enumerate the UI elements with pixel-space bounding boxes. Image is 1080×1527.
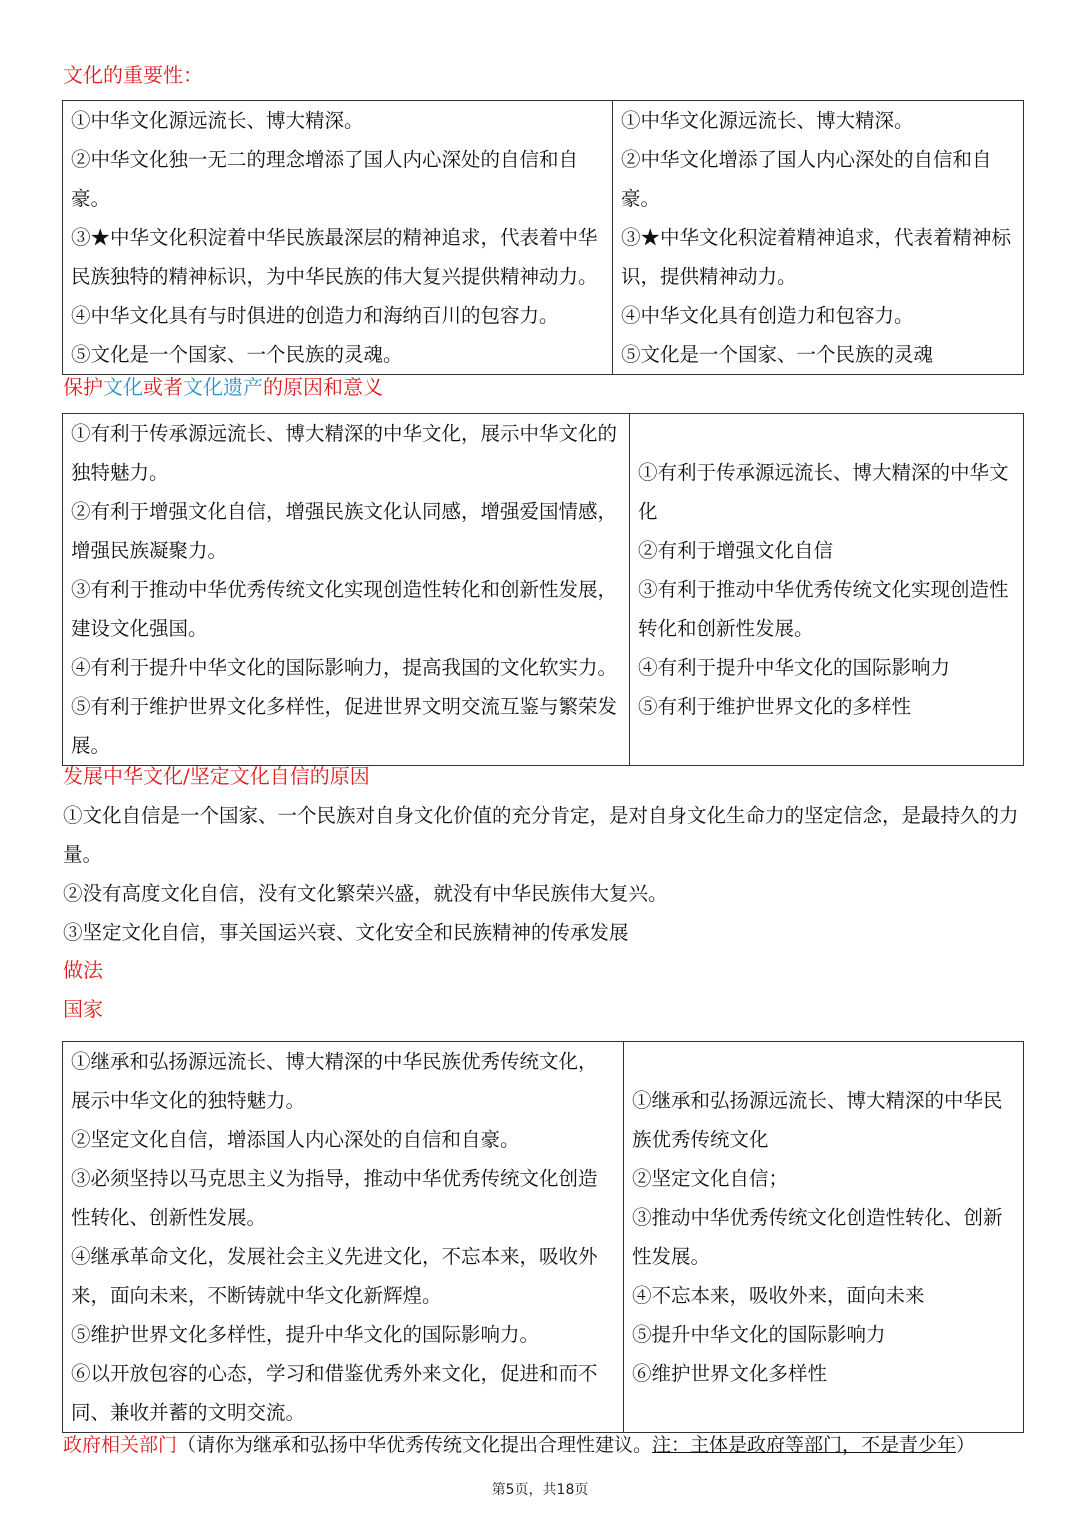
title-part: 政府相关部门 (63, 1434, 178, 1456)
list-item: ③★中华文化积淀着精神追求，代表着精神标识，提供精神动力。 (621, 226, 1012, 288)
list-item: ④中华文化具有创造力和包容力。 (621, 304, 914, 327)
list-item: ①中华文化源远流长、博大精深。 (71, 109, 364, 132)
section-title-confidence: 发展中华文化/坚定文化自信的原因 (63, 764, 370, 788)
section-title-protection (63, 368, 383, 407)
list-item: ④中华文化具有与时俱进的创造力和海纳百川的包容力。 (71, 304, 559, 327)
list-item: ④有利于提升中华文化的国际影响力，提高我国的文化软实力。 (71, 656, 618, 679)
title-part: 的原因和意义 (263, 375, 383, 399)
list-item: ⑤有利于维护世界文化多样性，促进世界文明交流互鉴与繁荣发展。 (71, 695, 618, 757)
paragraph: ②没有高度文化自信，没有文化繁荣兴盛，就没有中华民族伟大复兴。 (63, 882, 668, 905)
list-item: ①继承和弘扬源远流长、博大精深的中华民族优秀传统文化，展示中华文化的独特魅力。 (71, 1050, 598, 1112)
list-item: ③必须坚持以马克思主义为指导，推动中华优秀传统文化创造性转化、创新性发展。 (71, 1167, 598, 1229)
list-item: ②坚定文化自信； (632, 1167, 789, 1190)
protection-short-cell (630, 414, 1024, 766)
list-item: ⑥以开放包容的心态，学习和借鉴优秀外来文化，促进和而不同、兼收并蓄的文明交流。 (71, 1362, 598, 1424)
list-item: ④有利于提升中华文化的国际影响力 (638, 656, 951, 679)
list-item: ⑤文化是一个国家、一个民族的灵魂 (621, 343, 934, 366)
list-item: ②有利于增强文化自信，增强民族文化认同感，增强爱国情感，增强民族凝聚力。 (71, 500, 618, 562)
country-full-cell (63, 1042, 624, 1433)
section-title-methods: 做法 (63, 958, 103, 982)
list-item: ②坚定文化自信，增添国人内心深处的自信和自豪。 (71, 1128, 520, 1151)
list-item: ⑤提升中华文化的国际影响力 (632, 1323, 886, 1346)
list-item: ④不忘本来，吸收外来，面向未来 (632, 1284, 925, 1307)
confidence-paragraphs (63, 796, 1028, 952)
list-item: ⑤有利于维护世界文化的多样性 (638, 695, 912, 718)
importance-table (62, 100, 1024, 375)
list-item: ③有利于推动中华优秀传统文化实现创造性转化和创新性发展。 (638, 578, 1009, 640)
section-title-government (63, 1426, 975, 1465)
list-item: ①继承和弘扬源远流长、博大精深的中华民族优秀传统文化 (632, 1089, 1003, 1151)
list-item: ⑥维护世界文化多样性 (632, 1362, 828, 1385)
title-part: 或者 (143, 375, 183, 399)
title-part-blue: 文化 (103, 375, 143, 399)
list-item: ③推动中华优秀传统文化创造性转化、创新性发展。 (632, 1206, 1003, 1268)
title-part-blue: 文化遗产 (183, 375, 263, 399)
country-short-cell (624, 1042, 1024, 1433)
list-item: ①有利于传承源远流长、博大精深的中华文化，展示中华文化的独特魅力。 (71, 422, 618, 484)
list-item: ⑤维护世界文化多样性，提升中华文化的国际影响力。 (71, 1323, 540, 1346)
list-item: ②有利于增强文化自信 (638, 539, 834, 562)
title-note: 注：主体是政府等部门，不是青少年 (652, 1434, 957, 1456)
title-paren: ） (956, 1434, 976, 1456)
list-item: ②中华文化增添了国人内心深处的自信和自豪。 (621, 148, 992, 210)
protection-table (62, 413, 1024, 766)
importance-short-cell (613, 101, 1024, 375)
protection-full-cell (63, 414, 630, 766)
paragraph: ③坚定文化自信，事关国运兴衰、文化安全和民族精神的传承发展 (63, 921, 629, 944)
list-item: ③★中华文化积淀着中华民族最深层的精神追求，代表着中华民族独特的精神标识，为中华民族的伟大复兴提供精神动力。 (71, 226, 598, 288)
section-title-country: 国家 (63, 997, 103, 1021)
page-number: 第5页，共18页 (491, 1482, 589, 1498)
list-item: ⑤文化是一个国家、一个民族的灵魂。 (71, 343, 403, 366)
country-table (62, 1041, 1024, 1433)
list-item: ①有利于传承源远流长、博大精深的中华文化 (638, 461, 1009, 523)
title-part: 保护 (63, 375, 103, 399)
importance-full-cell (63, 101, 613, 375)
list-item: ①中华文化源远流长、博大精深。 (621, 109, 914, 132)
section-title-importance: 文化的重要性： (63, 63, 203, 87)
title-paren: （请你为继承和弘扬中华优秀传统文化提出合理性建议。 (177, 1434, 653, 1456)
list-item: ④继承革命文化，发展社会主义先进文化，不忘本来，吸收外来，面向未来，不断铸就中华文化新辉煌。 (71, 1245, 598, 1307)
list-item: ②中华文化独一无二的理念增添了国人内心深处的自信和自豪。 (71, 148, 579, 210)
paragraph: ①文化自信是一个国家、一个民族对自身文化价值的充分肯定，是对自身文化生命力的坚定信念，是最持久的力量。 (63, 804, 1019, 866)
list-item: ③有利于推动中华优秀传统文化实现创造性转化和创新性发展，建设文化强国。 (71, 578, 618, 640)
